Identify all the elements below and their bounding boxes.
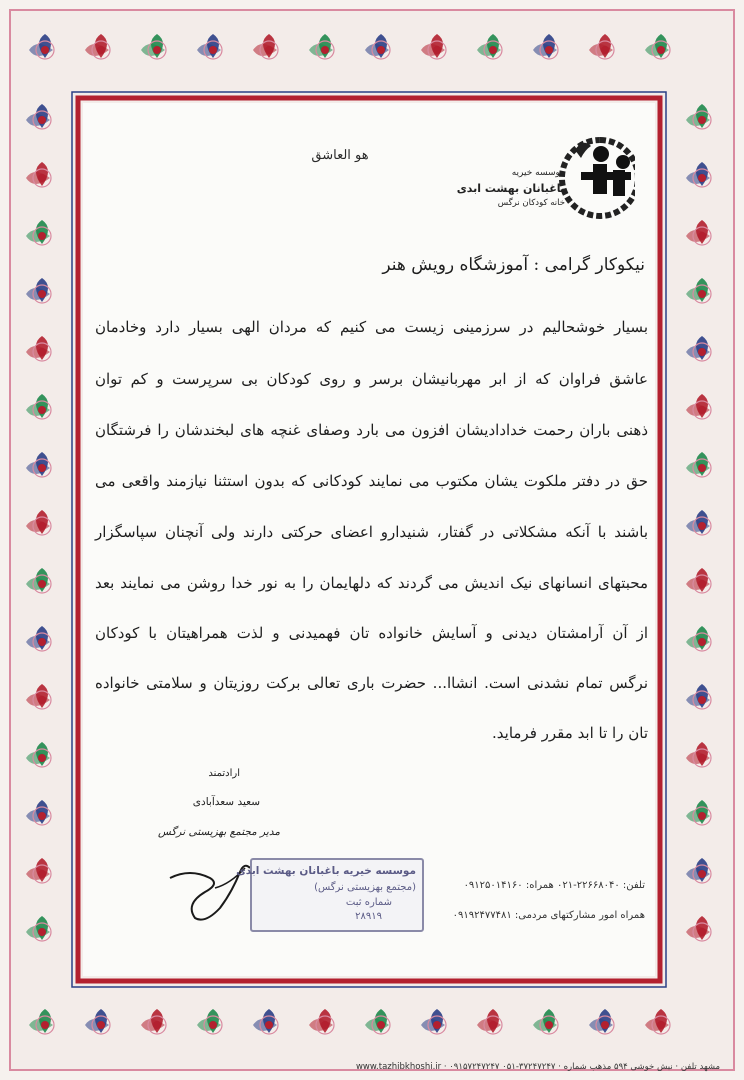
signature-title: مدیر مجتمع بهزیستی نرگس bbox=[158, 826, 280, 838]
contact-phone: تلفن: ۲۲۶۶۸۰۴۰-۰۲۱ همراه: ۰۹۱۲۵۰۱۴۱۶۰ bbox=[463, 880, 645, 891]
signature-closing: ارادتمند bbox=[208, 768, 240, 779]
contact-mobile: همراه امور مشارکتهای مردمی: ۰۹۱۹۲۴۷۷۴۸۱ bbox=[452, 910, 645, 921]
official-stamp bbox=[236, 858, 424, 932]
signature-name: سعید سعدآبادی bbox=[192, 796, 260, 808]
logo-line-1: موسسه خیریه bbox=[511, 168, 565, 178]
footer-address: www.tazhibkhoshi.ir · ۰۹۱۵۷۲۴۷۲۴۷ ۰۵۱-۳۷۲۴۷۲۴۷ · مشهد تلفن · نبش خوشی ۵۹۴ مذهب شماره bbox=[355, 1062, 720, 1072]
stamp-line-2: (مجتمع بهزیستی نرگس) bbox=[314, 882, 416, 893]
body-line-7: از آن آرامشتان دیدنی و آسایش خانواده تان فهمیدنی و لذت همراهیتان با کودکان bbox=[95, 624, 648, 642]
body-line-4: حق در دفتر ملکوت یشان مکتوب می نمایند کودکانی که بدون استثنا نیازمند واقعی می bbox=[95, 472, 648, 490]
stamp-line-1: موسسه خیریه باغبانان بهشت ابدی bbox=[236, 865, 416, 877]
body-line-2: عاشق فراوان که از ابر مهربانیشان برسر و روی کودکان بی سرپرست و کم توان bbox=[95, 370, 648, 388]
stamp-line-3: شماره ثبت bbox=[345, 897, 392, 908]
logo-line-3: خانه کودکان نرگس bbox=[497, 198, 565, 208]
salutation: نیکوکار گرامی : آموزشگاه رویش هنر bbox=[382, 255, 645, 275]
logo-line-2: باغبانان بهشت ابدی bbox=[456, 182, 565, 195]
body-line-8: نرگس تمام نشدنی است. انشاا... حضرت باری تعالی برکت روزیتان و سلامتی خانواده bbox=[95, 674, 648, 692]
letter-heading: هو العاشق bbox=[311, 148, 369, 163]
body-line-5: باشند با آنکه مشکلاتی در گفتار، شنیدارو اعضای حرکتی دارند ولی آنچنان سپاسگزار bbox=[95, 523, 648, 541]
body-line-9: تان را تا ابد مقرر فرماید. bbox=[492, 724, 648, 742]
charity-logo bbox=[456, 130, 635, 220]
stamp-line-4: ۲۸۹۱۹ bbox=[355, 911, 382, 922]
body-line-1: بسیار خوشحالیم در سرزمینی زیست می کنیم که مردان الهی بسیار دارد وخادمان bbox=[95, 318, 648, 336]
body-line-6: محبتهای انسانهای نیک اندیش می گردند که دلهایمان را به نور خدا روشن می نمایند بعد bbox=[95, 574, 648, 592]
body-line-3: ذهنی باران رحمت خدادادیشان افزون می بارد وصفای غنچه های لبخندشان را فرشتگان bbox=[95, 421, 648, 439]
